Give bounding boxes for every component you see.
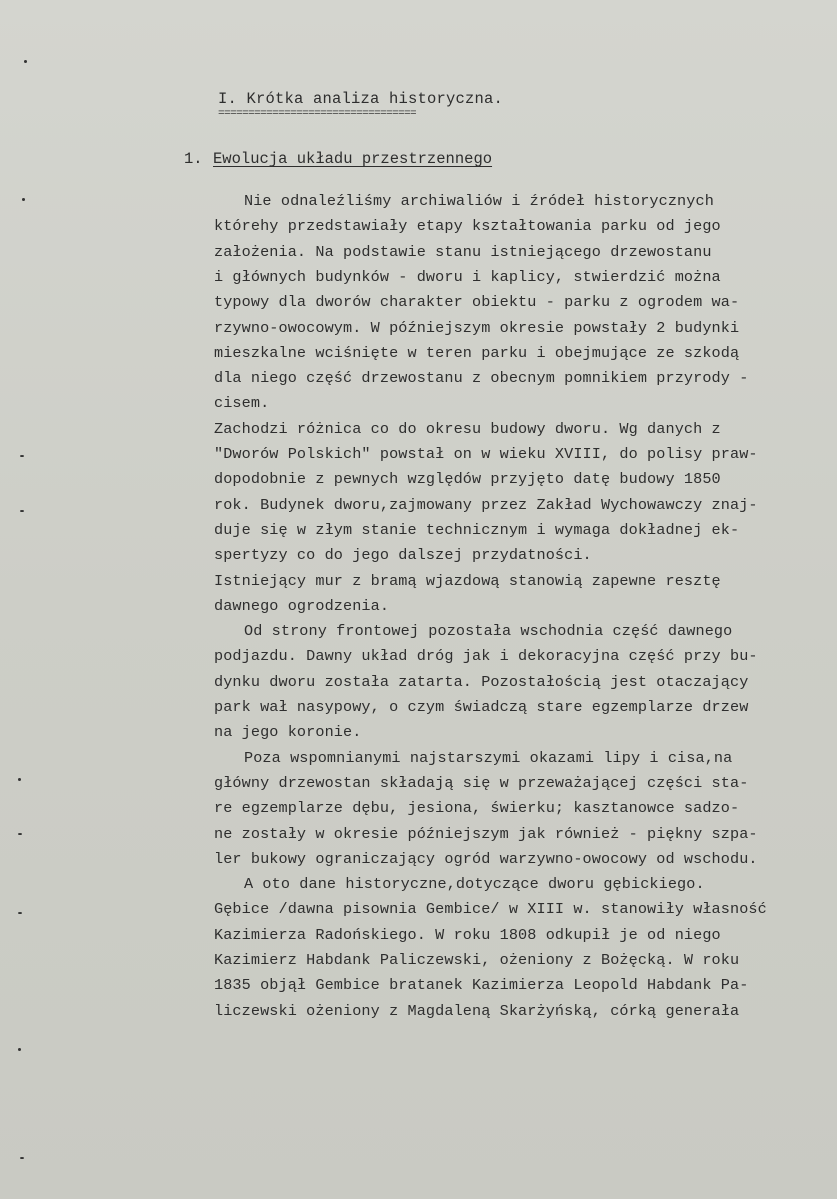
margin-speck: [22, 198, 25, 201]
text-line: dawnego ogrodzenia.: [214, 596, 390, 615]
text-line: na jego koronie.: [214, 723, 362, 742]
section-number: 1.: [184, 150, 203, 168]
text-line: Od strony frontowej pozostała wschodnia część dawnego: [244, 622, 733, 641]
margin-speck: [18, 778, 21, 781]
text-line: 1835 objął Gembice bratanek Kazimierza Leopold Habdank Pa-: [214, 976, 749, 995]
text-line: typowy dla dworów charakter obiektu - parku z ogrodem wa-: [214, 293, 740, 312]
text-line: re egzemplarze dębu, jesiona, świerku; kasztanowce sadzo-: [214, 799, 740, 818]
text-line: Zachodzi różnica co do okresu budowy dworu. Wg danych z: [214, 419, 721, 438]
text-line: dopodobnie z pewnych względów przyjęto datę budowy 1850: [214, 470, 721, 489]
text-line: główny drzewostan składają się w przeważającej części sta-: [214, 773, 749, 792]
text-line: duje się w złym stanie technicznym i wymaga dokładnej ek-: [214, 520, 740, 539]
text-line: rok. Budynek dworu,zajmowany przez Zakład Wychowawczy znaj-: [214, 495, 758, 514]
text-line: cisem.: [214, 394, 270, 413]
text-line: Gębice /dawna pisownia Gembice/ w XIII w. stanowiły własność: [214, 900, 767, 919]
margin-speck: [18, 912, 22, 914]
margin-speck: [24, 60, 27, 63]
text-line: rzywno-owocowym. W późniejszym okresie powstały 2 budynki: [214, 318, 740, 337]
margin-speck: [18, 833, 22, 835]
margin-speck: [18, 1048, 21, 1051]
margin-speck: [20, 1157, 24, 1159]
text-line: dla niego część drzewostanu z obecnym pomnikiem przyrody -: [214, 369, 749, 388]
text-line: Istniejący mur z bramą wjazdową stanowią zapewne resztę: [214, 571, 721, 590]
text-line: mieszkalne wciśnięte w teren parku i obejmujące ze szkodą: [214, 343, 740, 362]
text-line: założenia. Na podstawie stanu istniejącego drzewostanu: [214, 242, 712, 261]
heading-double-underline: =================================: [218, 108, 417, 120]
text-line: Kazimierza Radońskiego. W roku 1808 odkupił je od niego: [214, 925, 721, 944]
text-line: Poza wspomnianymi najstarszymi okazami lipy i cisa,na: [244, 748, 733, 767]
text-line: park wał nasypowy, o czym świadczą stare egzemplarze drzew: [214, 698, 749, 716]
text-line: ne zostały w okresie późniejszym jak również - piękny szpa-: [214, 824, 758, 843]
margin-speck: [20, 455, 24, 457]
text-line: liczewski ożeniony z Magdaleną Skarżyńską, córką generała: [214, 1001, 740, 1020]
text-line: A oto dane historyczne,dotyczące dworu gębickiego.: [244, 875, 705, 894]
text-line: podjazdu. Dawny układ dróg jak i dekoracyjna część przy bu-: [214, 647, 758, 666]
text-line: dynku dworu została zatarta. Pozostałością jest otaczający: [214, 672, 749, 691]
text-line: ler bukowy ograniczający ogród warzywno-owocowy od wschodu.: [214, 849, 758, 868]
margin-speck: [20, 510, 24, 512]
text-line: którehy przedstawiały etapy kształtowania parku od jego: [214, 217, 721, 236]
section-title: Ewolucja układu przestrzennego: [213, 150, 493, 168]
text-line: Nie odnaleźliśmy archiwaliów i źródeł historycznych: [244, 192, 714, 210]
document-heading: I. Krótka analiza historyczna.: [218, 90, 504, 108]
text-line: "Dworów Polskich" powstał on w wieku XVIII, do polisy praw-: [214, 445, 758, 463]
text-line: i głównych budynków - dworu i kaplicy, stwierdzić można: [214, 267, 721, 286]
text-line: Kazimierz Habdank Paliczewski, ożeniony z Bożęcką. W roku: [214, 951, 740, 969]
text-line: spertyzy co do jego dalszej przydatności.: [214, 546, 592, 565]
